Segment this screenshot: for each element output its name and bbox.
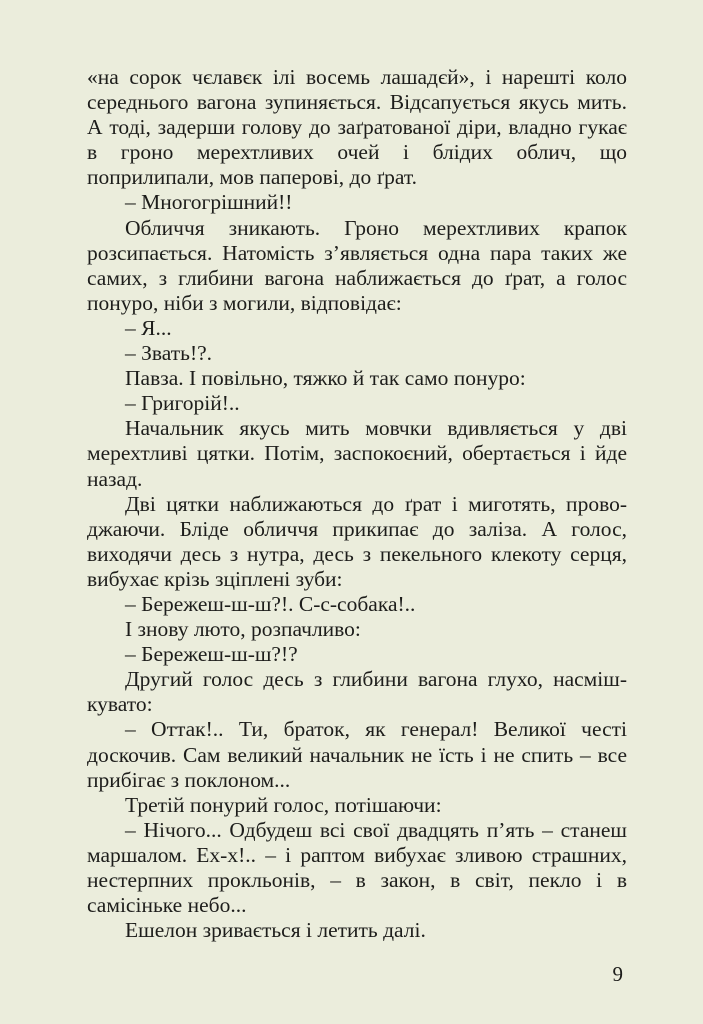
- paragraph: – Оттак!.. Ти, браток, як генерал! Великої честі доскочив. Сам великий начальник не їсть і не спить – все прибігає з поклоном...: [87, 717, 627, 792]
- paragraph: Другий голос десь з глибини вагона глухо, насмішкувато:: [87, 667, 627, 717]
- paragraph: – Многогрішний!!: [125, 190, 293, 215]
- paragraph: – Григорій!..: [125, 391, 240, 416]
- body-text: [87, 65, 627, 943]
- paragraph: – Нічого... Одбудеш всі свої двадцять п’ять – станеш маршалом. Ех-х!.. – і раптом вибухає зливою страшних, нестерпних прокльонів, – в закон, в світ, пекло і в самісіньке небо...: [87, 817, 627, 918]
- paragraph: – Звать!?.: [125, 341, 213, 366]
- paragraph: Обличчя зникають. Гроно мерехтливих крапок розсипається. Натомість з’являється одна пара таких же самих, з глибини вагона наближається до ґрат, а голос понуро, ніби з могили, відповідає:: [87, 215, 627, 315]
- paragraph: Начальник якусь мить мовчки вдивляється у дві мерехтливі цятки. Потім, заспокоєний, обертається і йде назад.: [87, 416, 627, 491]
- paragraph: – Бережеш-ш-ш?!?: [125, 642, 298, 667]
- paragraph: «на сорок чєлавєк ілі восемь лашадєй», і нарешті коло середнього вагона зупиняється. Відсапується якусь мить. А тоді, задерши голову до заґратованої діри, владно гукає в гроно мерехтливих очей і блідих облич, що поприлипали, мов паперові, до ґрат.: [87, 65, 627, 190]
- paragraph: Дві цятки наближаються до ґрат і миготять, проводжаючи. Бліде обличчя прикипає до заліза. А голос, виходячи десь з нутра, десь з пекельного клекоту серця, вибухає крізь зціплені зуби:: [87, 491, 627, 591]
- paragraph: – Я...: [125, 315, 172, 340]
- page-number: 9: [612, 962, 623, 986]
- paragraph: – Бережеш-ш-ш?!. С-с-собака!..: [125, 591, 416, 616]
- paragraph: І знову люто, розпачливо:: [125, 617, 361, 642]
- paragraph: Третій понурий голос, потішаючи:: [125, 792, 442, 817]
- paragraph: Павза. І повільно, тяжко й так само понуро:: [125, 366, 526, 391]
- paragraph: Ешелон зривається і летить далі.: [125, 918, 426, 943]
